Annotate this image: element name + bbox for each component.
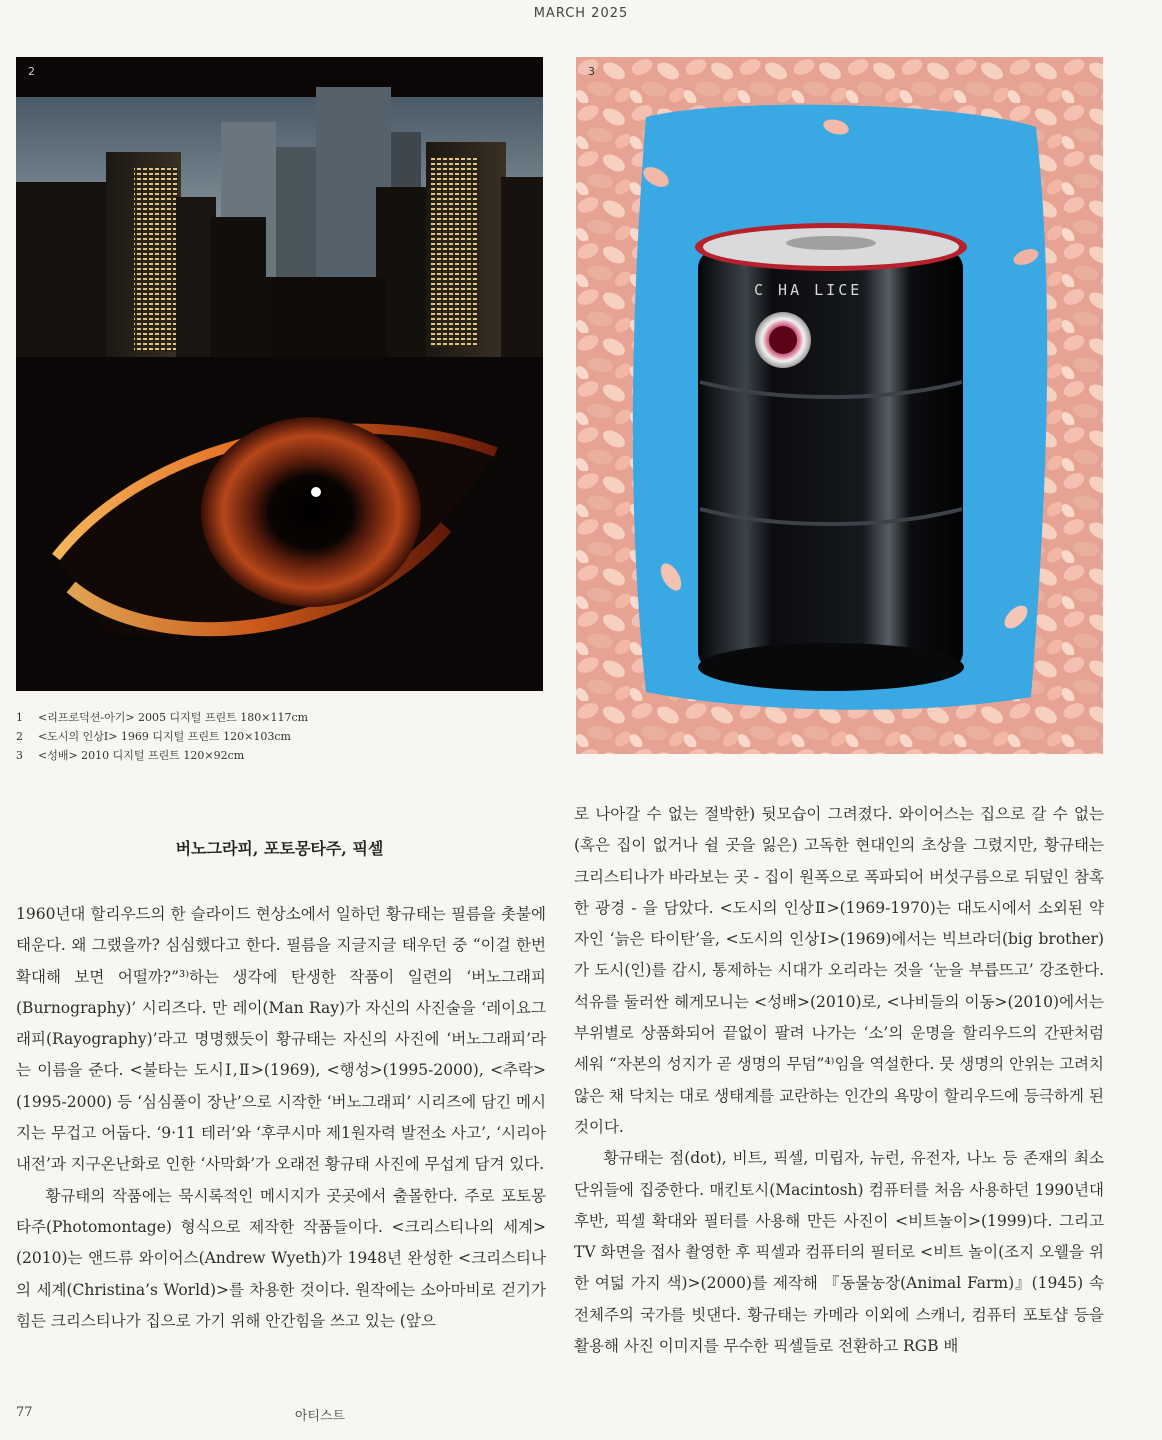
caption-row: 2 <도시의 인상Ⅰ> 1969 디지털 프린트 120×103cm (16, 730, 291, 743)
issue-date: MARCH 2025 (533, 6, 629, 21)
figure-captions (16, 708, 308, 765)
figure-city-eye (16, 57, 543, 691)
page-number: 77 (16, 1405, 33, 1420)
barrel-label: C HA LICE (754, 281, 863, 299)
figure-number: 3 (588, 65, 595, 78)
chalice-barrel-image (576, 57, 1103, 754)
right-text-column (574, 799, 1104, 1362)
section-title: 버노그라피, 포토몽타주, 픽셀 (175, 839, 384, 858)
left-text-column (16, 899, 546, 1337)
paragraph: 1960년대 할리우드의 한 슬라이드 현상소에서 일하던 황규태는 필름을 촛불에 태운다. 왜 그랬을까? 심심했다고 한다. 필름을 지글지글 태우던 중 “이걸 한번 확대해 보면 어떨까?”³⁾하는 생각에 탄생한 작품이 일련의 ‘버노그래피(Burnography)’ 시리즈다. 만 레이(Man Ray)가 자신의 사진술을 ‘레이요그래피(Rayography)’라고 명명했듯이 황규태는 자신의 사진에 ‘버노그래피’라는 이름을 준다. <불타는 도시Ⅰ,Ⅱ>(1969), <행성>(1995-2000), <추락>(1995-2000) 등 ‘심심풀이 장난’으로 시작한 ‘버노그래피’ 시리즈에 담긴 메시지는 무겁고 어둡다. ‘9·11 테러’와 ‘후쿠시마 제1원자력 발전소 사고’, ‘시리아 내전’과 지구온난화로 인한 ‘사막화’가 오래전 황규태 사진에 무섭게 담겨 있다. (16, 905, 546, 1174)
magazine-name: 아티스트 (294, 1409, 346, 1424)
figure-chalice-barrel (576, 57, 1103, 754)
caption-row: 1 <리프로덕션-아기> 2005 디지털 프린트 180×117cm (16, 711, 309, 724)
caption-row: 3 <성배> 2010 디지털 프린트 120×92cm (16, 749, 245, 762)
city-eye-image (16, 57, 543, 691)
paragraph: 황규태의 작품에는 묵시록적인 메시지가 곳곳에서 출몰한다. 주로 포토몽타주(Photomontage) 형식으로 제작한 작품들이다. <크리스티나의 세계>(2010)는 앤드류 와이어스(Andrew Wyeth)가 1948년 완성한 <크리스티나의 세계(Christina’s World)>를 차용한 것이다. 원작에는 소아마비로 걷기가 힘든 크리스티나가 집으로 가기 위해 안간힘을 쓰고 있는 (앞으 (16, 1186, 546, 1330)
figure-number: 2 (28, 65, 35, 78)
paragraph: 황규태는 점(dot), 비트, 픽셀, 미립자, 뉴런, 유전자, 나노 등 존재의 최소 단위들에 집중한다. 매킨토시(Macintosh) 컴퓨터를 처음 사용하던 1990년대 후반, 픽셀 확대와 필터를 사용해 만든 사진이 <비트놀이>(1999)다. 그리고 TV 화면을 접사 촬영한 후 픽셀과 컴퓨터의 필터로 <비트 놀이(조지 오웰을 위한 여덟 가지 색)>(2000)를 제작해 『동물농장(Animal Farm)』(1945) 속 전체주의 국가를 빗댄다. 황규태는 카메라 이외에 스캐너, 컴퓨터 포토샵 등을 활용해 사진 이미지를 무수한 픽셀들로 전환하고 RGB 배 (574, 1149, 1104, 1356)
paragraph: 로 나아갈 수 없는 절박한) 뒷모습이 그려졌다. 와이어스는 집으로 갈 수 없는 (혹은 집이 없거나 쉴 곳을 잃은) 고독한 현대인의 초상을 그렸지만, 황규태는 크리스티나가 바라보는 곳 - 집이 원폭으로 폭파되어 버섯구름으로 뒤덮인 참혹한 광경 - 을 담았다. <도시의 인상Ⅱ>(1969-1970)는 대도시에서 소외된 약자인 ‘늙은 타이탄’을, <도시의 인상Ⅰ>(1969)에서는 빅브라더(big brother)가 도시(인)를 감시, 통제하는 시대가 오리라는 것을 ‘눈을 부릅뜨고’ 강조한다. 석유를 둘러싼 헤게모니는 <성배>(2010)로, <나비들의 이동>(2010)에서는 부위별로 상품화되어 끝없이 팔려 나가는 ‘소’의 운명을 할리우드의 간판처럼 세워 “자본의 성지가 곧 생명의 무덤”⁴⁾임을 역설한다. 뭇 생명의 안위는 고려치 않은 채 닥치는 대로 생태계를 교란하는 인간의 욕망이 할리우드에 등극하게 된 것이다. (574, 805, 1104, 1136)
